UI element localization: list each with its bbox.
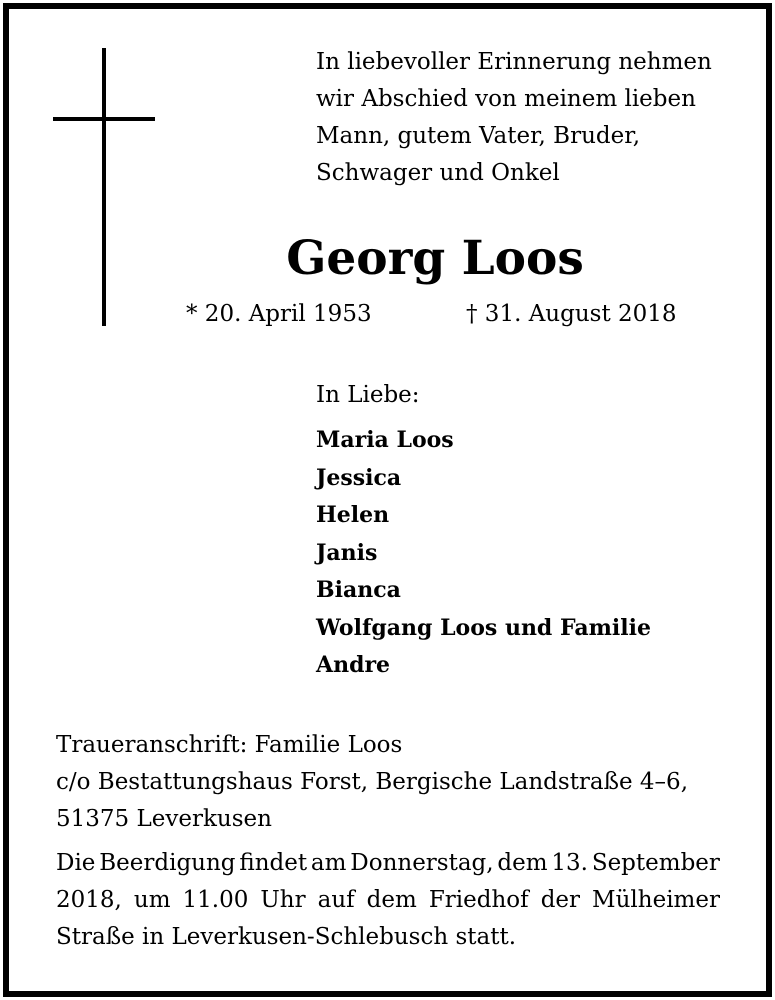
funeral-word: Donnerstag,: [350, 850, 494, 876]
intro-line: Mann, gutem Vater, Bruder,: [316, 123, 640, 149]
funeral-line: [56, 919, 720, 956]
funeral-word: um: [133, 887, 171, 913]
address-line: 51375 Leverkusen: [56, 806, 272, 832]
address-line: c/o Bestattungshaus Forst, Bergische Landstraße 4–6,: [56, 769, 689, 795]
funeral-word: Uhr: [260, 887, 306, 913]
cross-horizontal-bar: [53, 117, 155, 121]
funeral-word: Friedhof: [428, 887, 529, 913]
mourner-name: Wolfgang Loos und Familie: [316, 614, 651, 641]
mourner-name: Bianca: [316, 577, 401, 603]
funeral-word: findet: [239, 850, 308, 876]
death-date: † 31. August 2018: [466, 301, 677, 327]
intro-line: In liebevoller Erinnerung nehmen: [316, 49, 712, 75]
intro-line: wir Abschied von meinem lieben: [316, 86, 696, 112]
mourners-list: [316, 422, 651, 685]
address-line: Traueranschrift: Familie Loos: [56, 732, 403, 758]
funeral-word: dem: [366, 887, 417, 913]
intro-text: [316, 44, 746, 192]
funeral-word: der: [540, 887, 581, 913]
funeral-line: [56, 845, 720, 882]
funeral-word: 2018,: [56, 887, 122, 913]
funeral-word: dem: [497, 850, 548, 876]
mourning-address: [56, 727, 688, 838]
mourner-name: Janis: [316, 539, 378, 566]
funeral-word: Mülheimer: [592, 887, 720, 913]
funeral-info: [56, 845, 720, 956]
birth-date: * 20. April 1953: [186, 301, 372, 327]
funeral-word: auf: [317, 887, 355, 913]
intro-line: Schwager und Onkel: [316, 160, 560, 186]
funeral-word: 13.: [551, 850, 588, 876]
funeral-word: 11.00: [182, 887, 249, 913]
in-love-label: In Liebe:: [316, 382, 420, 408]
funeral-word: Die: [56, 850, 96, 876]
mourner-name: Andre: [316, 652, 391, 678]
funeral-line: [56, 882, 720, 919]
deceased-name: Georg Loos: [286, 231, 584, 286]
mourner-name: Maria Loos: [316, 427, 454, 453]
mourner-name: Helen: [316, 502, 390, 528]
mourner-name: Jessica: [316, 464, 402, 491]
funeral-word: Straße in Leverkusen-Schlebusch statt.: [56, 924, 517, 950]
funeral-word: Beerdigung: [99, 850, 236, 876]
funeral-word: am: [310, 850, 347, 876]
funeral-word: September: [591, 850, 720, 876]
